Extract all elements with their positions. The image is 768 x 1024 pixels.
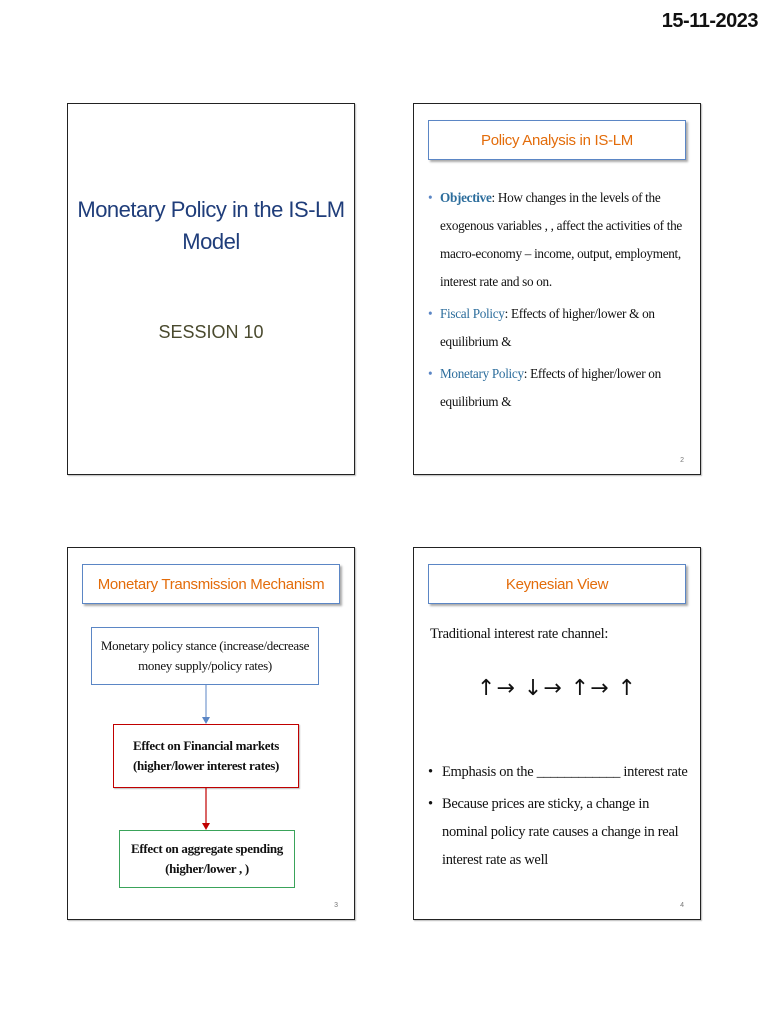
slide-2-title: Policy Analysis in IS-LM (428, 120, 686, 160)
bullet-monetary-policy (428, 360, 690, 416)
flow-box-financial-markets (113, 724, 299, 788)
bullet-emphasis (428, 758, 692, 786)
slide-3 (67, 547, 355, 920)
bullet-icon: • (428, 796, 433, 812)
bullet-icon: • (428, 366, 433, 381)
bullet-text: Emphasis on the (442, 764, 537, 780)
slide-4 (413, 547, 701, 920)
bullet-icon: • (428, 190, 433, 205)
session-label: SESSION 10 (158, 322, 264, 342)
flow-box-aggregate-spending (119, 830, 295, 888)
date-stamp: 15-11-2023 (661, 10, 758, 32)
page-number: 2 (680, 457, 684, 464)
bullet-keyword: Objective (440, 190, 492, 205)
flow-box-line: money supply/policy rates) (138, 658, 272, 673)
slide-1-title-line1: Monetary Policy in the IS-LM (77, 197, 345, 222)
flow-box-line: Monetary policy stance (increase/decrease (100, 638, 310, 653)
bullet-text: : How changes in the levels of the exogenous variables , , affect the activities of the macro-economy – income, output, employment, interest rate and so on. (440, 190, 682, 289)
page-number: 3 (334, 902, 338, 909)
bullet-text: Because prices are sticky, a change in nominal policy rate causes a change in real interest rate as well (442, 796, 679, 868)
bullet-keyword: Monetary Policy (440, 366, 524, 381)
slide-4-bullet-list (428, 758, 692, 878)
bullet-text: : Effects of higher/lower & on equilibrium & (440, 306, 655, 349)
flow-box-line: (higher/lower interest rates) (132, 758, 280, 773)
slide-4-title: Keynesian View (428, 564, 686, 604)
bullet-objective (428, 184, 690, 296)
slide-1-title (68, 194, 354, 258)
page-number: 4 (680, 902, 684, 909)
bullet-icon: • (428, 306, 433, 321)
slide-1-title-line2: Model (182, 229, 240, 254)
flow-box-policy-stance (91, 627, 319, 685)
bullet-sticky-prices (428, 790, 692, 874)
down-arrow-icon (198, 685, 214, 725)
slide-2 (413, 103, 701, 475)
bullet-text: : Effects of higher/lower on equilibrium & (440, 366, 661, 409)
bullet-keyword: Fiscal Policy (440, 306, 505, 321)
down-arrow-icon (198, 788, 214, 831)
slide-2-bullet-list (428, 184, 690, 420)
slide-3-title: Monetary Transmission Mechanism (82, 564, 340, 604)
bullet-icon: • (428, 764, 433, 780)
bullet-text: interest rate (620, 764, 688, 780)
slide-1 (67, 103, 355, 475)
channel-arrows: ↑→ ↓→ ↑→ ↑ (476, 676, 637, 701)
slide-4-subtitle: Traditional interest rate channel: (430, 626, 609, 642)
flow-box-line: Effect on Financial markets (132, 738, 280, 753)
bullet-fiscal-policy (428, 300, 690, 356)
fill-in-blank: ____________ (536, 764, 621, 780)
flow-box-line: Effect on aggregate spending (130, 841, 284, 856)
flow-box-line: (higher/lower , ) (165, 861, 249, 876)
